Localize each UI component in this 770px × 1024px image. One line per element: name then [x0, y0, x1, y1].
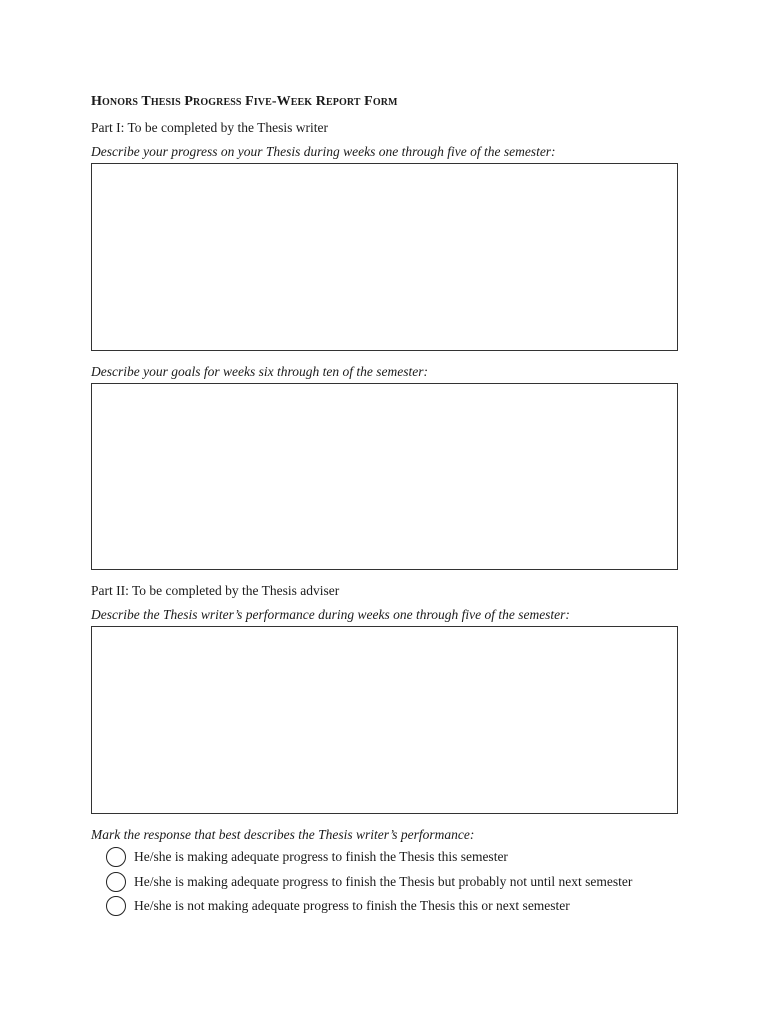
option-label: He/she is not making adequate progress to finish the Thesis this or next semester	[134, 898, 570, 914]
goals-prompt: Describe your goals for weeks six through ten of the semester:	[91, 364, 428, 379]
option-label: He/she is making adequate progress to finish the Thesis this semester	[134, 849, 508, 865]
response-prompt: Mark the response that best describes the Thesis writer’s performance:	[91, 827, 475, 842]
radio-circle-icon[interactable]	[106, 872, 126, 892]
goals-textbox[interactable]	[91, 383, 678, 570]
performance-textbox[interactable]	[91, 626, 678, 814]
option-label: He/she is making adequate progress to finish the Thesis but probably not until next semester	[134, 873, 633, 889]
form-title: Honors Thesis Progress Five-Week Report Form	[91, 94, 398, 109]
response-options	[106, 845, 632, 919]
performance-prompt: Describe the Thesis writer’s performance during weeks one through five of the semester:	[91, 607, 570, 622]
option-adequate-this-semester[interactable]	[106, 845, 632, 870]
part1-heading: Part I: To be completed by the Thesis writer	[91, 120, 329, 135]
progress-prompt: Describe your progress on your Thesis during weeks one through five of the semester:	[91, 144, 556, 159]
radio-circle-icon[interactable]	[106, 847, 126, 867]
radio-circle-icon[interactable]	[106, 896, 126, 916]
option-not-adequate[interactable]	[106, 894, 632, 919]
progress-textbox[interactable]	[91, 163, 678, 351]
part2-heading: Part II: To be completed by the Thesis adviser	[91, 583, 340, 598]
option-adequate-next-semester[interactable]	[106, 870, 632, 895]
